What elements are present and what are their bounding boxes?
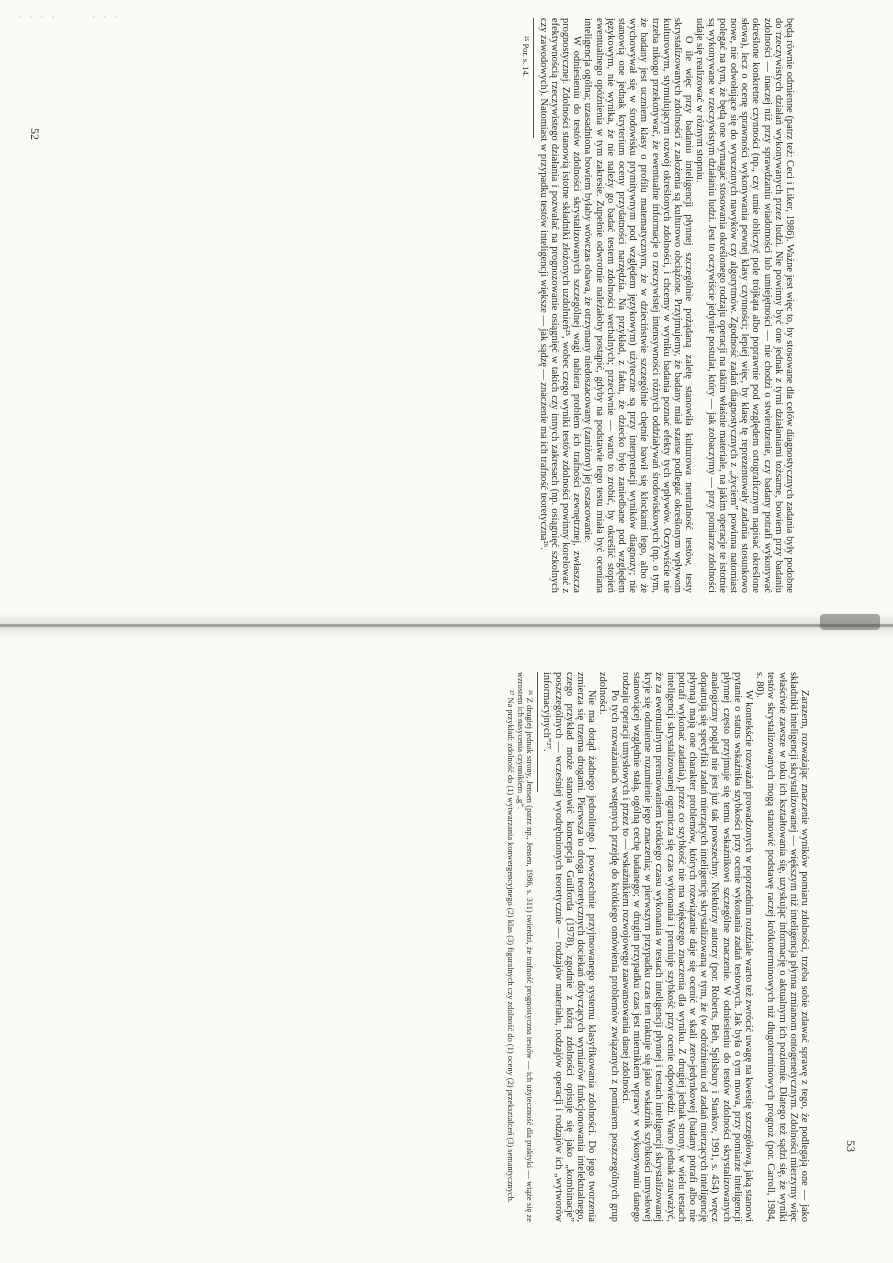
paragraph: W kontekście rozważań prowadzonych w poprzednim rozdziale warto też zwrócić uwagę na kwestię szczegółową, jaką stanowi pytanie o status wskaźnika szybkości przy ocenie wykonania zadań testowych. Jak była o tym mowa, przy pomiarze inteligencji płynnej często przyjmuje się temu wskaźnikowi szczególne znaczenie. W odniesieniu do testów zdolności skrystalizowanych analogiczny pogląd nie jest już tak powszechny. Niektórzy autorzy (por. Roberts, Beh, Spilsbury i Stankov, 1991, s. 454) wręcz dopatrują się specyfiki zadań mierzących inteligencję skrystalizowaną w tym, że (w odróżnieniu od zadań mierzących inteligencję płynną) mają one charakter problemów, których rozwiązanie daje się ocenić w skali zero-jedynkowej (badany potrafi albo nie potrafi wykonać zadania), przez co szybkość nie ma większego znaczenia dla wyniku. Z drugiej jednak strony, w wielu testach inteligencji skrystalizowanej ogranicza się czas wykonania i premiuje szybkość przy ocenie odpowiedzi. Warto jednak zauważyć, że za ewentualnym premiowaniem krótkiego czasu wykonania w testach inteligencji płynnej i testach inteligencji skrystalizowanej kryje się odmienne rozumienie jego znaczenia; w pierwszym przypadku czas ten traktuje się jako wskaźnik szybkości umysłowej stanowiącej względnie stałą, ogólną cechę badanego; w drugim przypadku czas jest miernikiem wprawy w wykonywaniu danego rodzaju operacji umysłowych i przez to — wskaźnikiem rozwojowego zaawansowania danej zdolności. [619, 672, 754, 1222]
scan-shadow [820, 614, 880, 630]
paragraph: Zarazem, rozważając znaczenie wyników pomiaru zdolności, trzeba sobie zdawać sprawę z tego, że podlegają one — jako składniki inteligencji skrystalizowanej — większym niż inteligencja płynna zmianom ontogenetycznym. Zdolności mierzymy więc właściwie zawsze w toku ich kształtowania się, uzyskując informację o aktualnym ich poziomie. Dlatego też sądzi się, że wyniki testów skrystalizowanych mogą stanowić podstawę raczej krótkoterminowych niż długoterminowych prognoz (por. Carroll, 1984, s. 80). [754, 672, 810, 1222]
scan-artifact-top: · · · [92, 12, 121, 22]
footnote: ²⁵ Por. s. 14. [521, 36, 531, 77]
page-52-text [521, 18, 795, 593]
footnote: ²⁷ Na przykład: zdolność do (1) wytwarzania konwergencyjnego (2) klas (3) figuralnych czy zdolność do (1) oceny (2) przekształceń (3) semantycznych. [505, 690, 515, 1203]
paragraph: będą równie odmienne (patrz też: Ceci i Liker, 1986). Ważne jest więc to, by stosowane dla celów diagnostycznych zadania były podobne do rzeczywistych działań wykonywanych przez ludzi. Nie powinny być one jednak z tymi działaniami tożsame, bowiem przy badaniu zdolności — inaczej niż przy sprawdzaniu wiadomości lub umiejętności — nie chodzi o stwierdzenie, czy badany potrafi wykonywać określone konkretne czynności (np., czy umie obliczyć pole trójkąta albo poprawnie pod względem ortograficznym napisać określone słowa), lecz o ocenę sprawności wykonywania pewnej klasy czynności; lepiej więc, by klasę tę reprezentowały zadania stosunkowo nowe, nie odwołujące się do wyuczonych nawyków czy algorytmów. Zgodność zadań diagnostycznych z „życiem” powinna natomiast polegać na tym, że będą one wymagać stosowania określonego rodzaju operacji na takim właśnie materiale, na jakim operacje te istotnie są wykonywane w rzeczywistym działaniu ludzi. Jest to oczywiście jedynie postulat, który — jak zobaczymy — przy pomiarze zdolności udaje się realizować w różnym stopniu. [694, 18, 795, 593]
footnote-rule [537, 672, 538, 792]
paragraph: Po tych rozważaniach wstępnych przejdę do krótkiego omówienia problemów związanych z pomiarem poszczególnych grup zdolności. [597, 672, 620, 1222]
paragraph: W odniesieniu do testów zdolności skrystalizowanych szczególnej wagi nabiera problem ich trafności zewnętrznej, zwłaszcza prognostycznej. Zdolności stanowią istotne składniki złożonych uzdolnień²⁵, wobec czego wyniki testów zdolności powinny korelować z efektywnością rzeczywistego działania i pozwalać na prognozowanie osiągnięć w takich czy innych zakresach (np. osiągnięć szkolnych czy zawodowych). Natomiast w przypadku testów inteligencji większe — jak sądzę — znaczenie ma ich trafność teoretyczna²⁶. [537, 18, 583, 593]
scan-artifact-top-left: · · · · [18, 12, 58, 22]
page-53-text [505, 672, 810, 1222]
paragraph: Nie ma dotąd żadnego jednolitego i powszechnie przyjmowanego systemu klasyfikowania zdolności. Do jego tworzenia zmierza się trzema drogami. Pierwsza to droga teoretycznych dociekań dotyczących wymiarów funkcjonowania intelektualnego, czego przykład może stanowić koncepcja Guilforda (1978), zgodnie z którą zdolności opisuje się jako „kombinacje” poszczególnych — wcześniej wyodrębnionych teoretycznie — rodzajów materiału, rodzajów operacji i rodzajów ich „wytworów informacyjnych”²⁷. [541, 672, 598, 1222]
gutter-line [0, 624, 893, 627]
footnote: ²⁶ Z drugiej jednak strony, Jensen (patrz np., Jensen, 1986, s. 311) twierdzi, że trafność prognostyczna testów — ich użyteczność dla praktyki — wiąże się ze wzrostem ich nasycenia czynnikiem „g”. [515, 672, 535, 1222]
paragraph: O ile więc przy badaniu inteligencji płynnej szczególnie pożądaną zaletę stanowiła kulturowa neutralność testów, testy skrystalizowanych zdolności z założenia są kulturowo obciążone. Przyjmujemy, że badany miał szanse podlegać określonym wpływom kulturowym, stymulującym rozwój określonych zdolności, i chcemy w wyniku badania poznać efekty tych wpływów. Oczywiście nie trzeba nikogo przekonywać, że ewentualne informacje o rzeczywistej intensywności różnych oddziaływań środowiskowych (np. o tym, że badany jest uczniem klasy o profilu matematycznym, że w dzieciństwie szczególnie chętnie bawił się klockami lego, albo że wychowywał się w środowisku prymitywnym pod względem językowym) użyteczne są przy interpretacji wyników diagnozy; nie stanowią one jednak kryterium oceny przydatności narzędzia. Na przykład, z faktu, że dziecko było zaniedbane pod względem językowym, nie wynika, że nie należy go badać testem zdolności werbalnych; przeciwnie — warto to zrobić, by określić stopień ewentualnego opóźnienia w tym zakresie. Zupełnie odwrotnie należałoby postąpić, gdyby na podstawie tego testu miała być oceniana inteligencja ogólna; uzasadniona bowiem byłaby wówczas obawa, że otrzymany niedoszacowany (zaniżony) jej oszacowanie. [582, 18, 695, 593]
footnote-rule [533, 18, 534, 138]
page-number-53: 53 [844, 1140, 858, 1152]
page-number-52: 52 [28, 128, 42, 140]
